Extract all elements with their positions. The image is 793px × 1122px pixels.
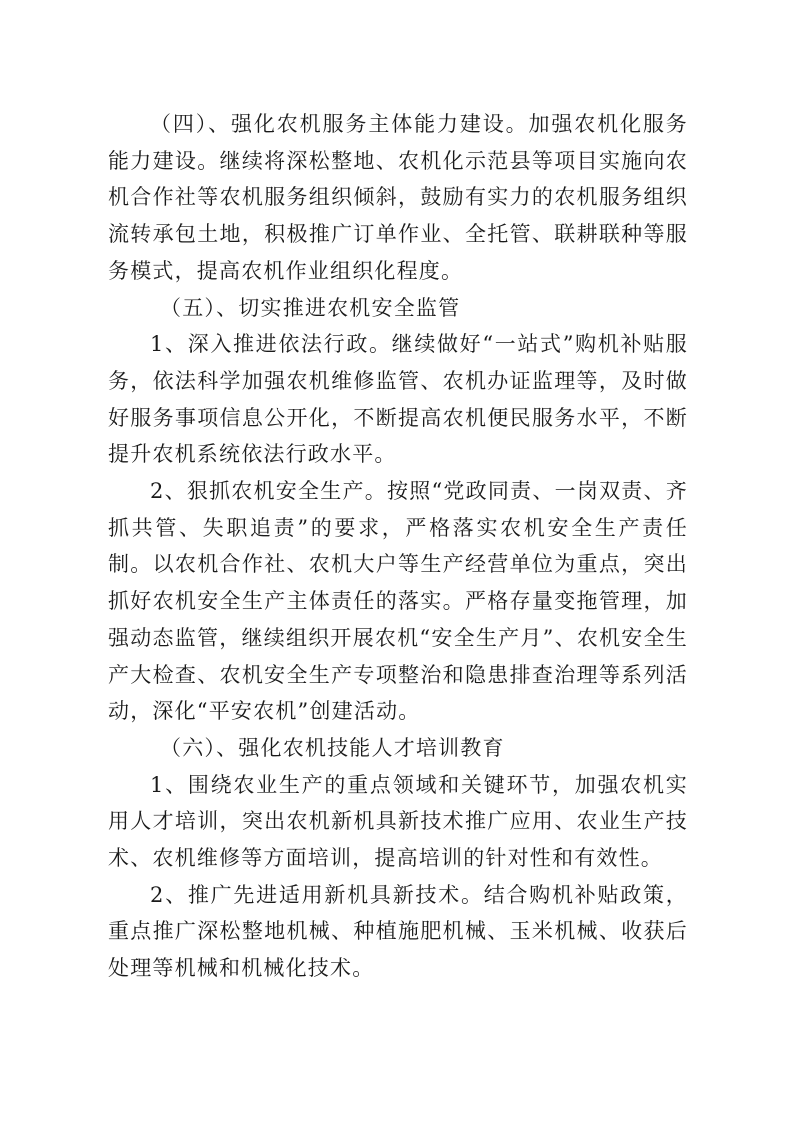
document-body — [108, 106, 688, 987]
section-heading-safety: （五）、切实推进农机安全监管 — [160, 295, 461, 320]
paragraph-law-administration: 1、深入推进依法行政。继续做好“一站式”购机补贴服务，依法科学加强农机维修监管、农机办证监理等，及时做好服务事项信息公开化，不断提高农机便民服务水平，不断提升农机系统依法行政水平。 — [108, 332, 688, 467]
paragraph-talent-training: 1、围绕农业生产的重点领域和关键环节，加强农机实用人才培训，突出农机新机具新技术推广应用、农业生产技术、农机维修等方面培训，提高培训的针对性和有效性。 — [108, 772, 688, 871]
paragraph-new-technology: 2、推广先进适用新机具新技术。结合购机补贴政策，重点推广深松整地机械、种植施肥机械、玉米机械、收获后处理等机械和机械化技术。 — [108, 882, 688, 981]
paragraph-safety-production: 2、狠抓农机安全生产。按照“党政同责、一岗双责、齐抓共管、失职追责”的要求，严格落实农机安全生产责任制。以农机合作社、农机大户等生产经营单位为重点，突出抓好农机安全生产主体责任的落实。严格存量变拖管理，加强动态监管，继续组织开展农机“安全生产月”、农机安全生产大检查、农机安全生产专项整治和隐患排查治理等系列活动，深化“平安农机”创建活动。 — [108, 479, 688, 724]
paragraph-service-capacity: （四）、强化农机服务主体能力建设。加强农机化服务能力建设。继续将深松整地、农机化示范县等项目实施向农机合作社等农机服务组织倾斜，鼓励有实力的农机服务组织流转承包土地，积极推广订单作业、全托管、联耕联种等服务模式，提高农机作业组织化程度。 — [108, 112, 688, 283]
section-heading-training: （六）、强化农机技能人才培训教育 — [160, 735, 505, 760]
